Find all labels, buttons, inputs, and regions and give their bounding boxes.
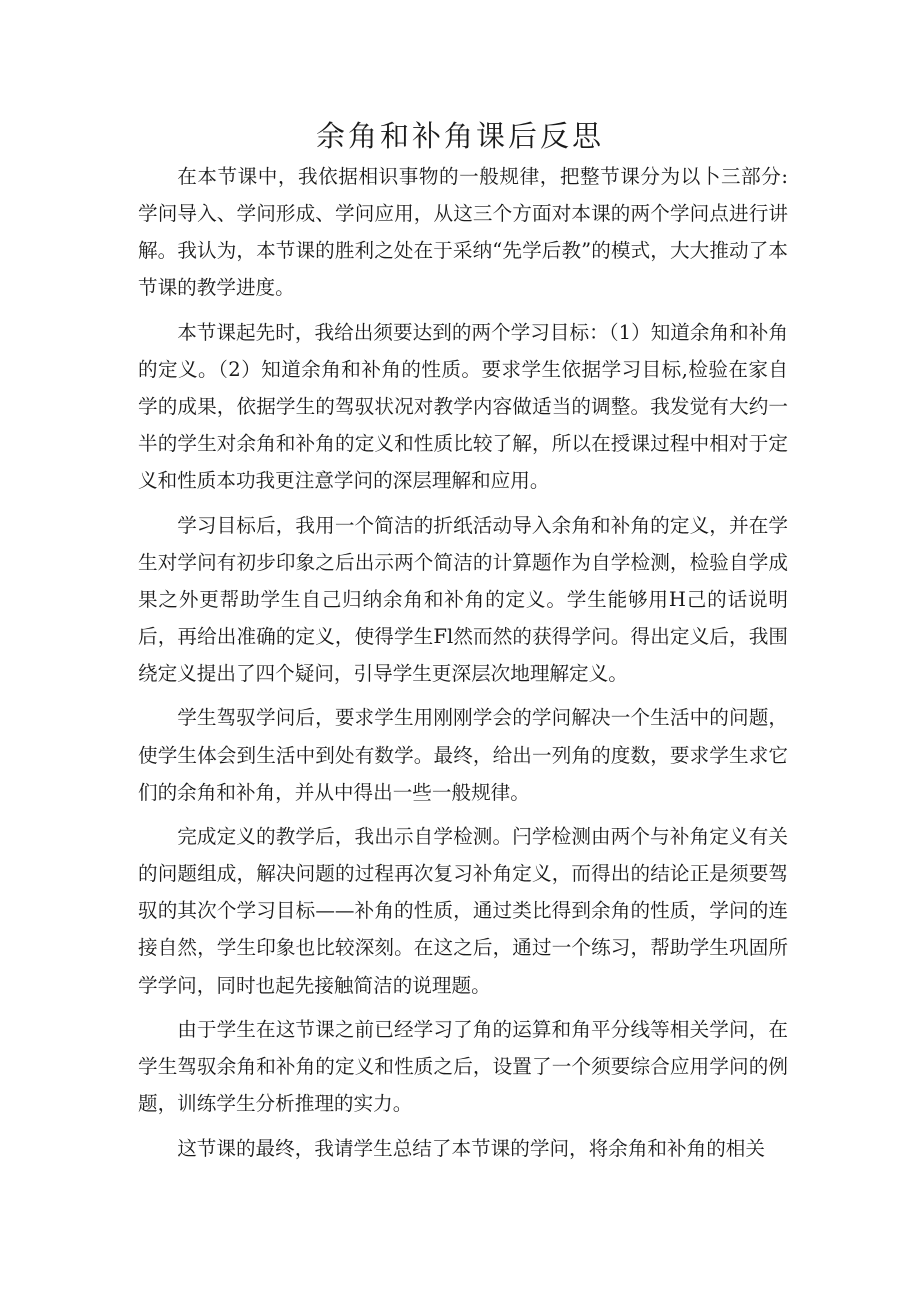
- paragraph-7: 这节课的最终，我请学生总结了本节课的学问，将余角和补角的相关: [177, 1136, 765, 1160]
- document-title: 余角和补角课后反思: [315, 119, 604, 153]
- paragraph-3: 学习目标后，我用一个简洁的折纸活动导入余角和补角的定义，并在学生对学问有初步印象之后出示两个简洁的计算题作为自学检测，检验自学成果之外更帮助学生自己归纳余角和补角的定义。学生能够用H己的话说明后，再给出准确的定义，使得学生Fl然而然的获得学问。得出定义后，我围绕定义提出了四个疑问，引导学生更深层次地理解定义。: [138, 513, 788, 685]
- paragraph-2: 本节课起先时，我给出须要达到的两个学习目标：（1）知道余角和补角的定义。（2）知道余角和补角的性质。要求学生依据学习目标,检验在家自学的成果，依据学生的驾驭状况对教学内容做适当的调整。我发觉有大约一半的学生对余角和补角的定义和性质比较了解，所以在授课过程中相对于定义和性质本功我更注意学问的深层理解和应用。: [138, 320, 788, 493]
- paragraph-4: 学生驾驭学问后，要求学生用刚刚学会的学问解决一个生活中的问题，使学生体会到生活中到处有数学。最终，给出一列角的度数，要求学生求它们的余角和补角，并从中得出一些一般规律。: [138, 706, 788, 804]
- paragraph-6: 由于学生在这节课之前已经学习了角的运算和角平分线等相关学问，在学生驾驭余角和补角的定义和性质之后，设置了一个须要综合应用学问的例题，训练学生分析推理的实力。: [138, 1018, 788, 1116]
- paragraph-5: 完成定义的教学后，我出示自学检测。闩学检测由两个与补角定义有关的问题组成，解决问题的过程再次复习补角定义，而得出的结论正是须要驾驭的其次个学习目标——补角的性质，通过类比得到余角的性质，学问的连接自然，学生印象也比较深刻。在这之后，通过一个练习，帮助学生巩固所学学问，同时也起先接触简洁的说理题。: [138, 825, 788, 997]
- document-body: [138, 158, 788, 1174]
- paragraph-1: 在本节课中，我依据相识事物的一般规律，把整节课分为以卜三部分:学问导入、学问形成、学问应用，从这三个方面对本课的两个学问点进行讲解。我认为，本节课的胜利之处在于采纳“先学后教”的模式，大大推动了本节课的教学进度。: [138, 165, 788, 300]
